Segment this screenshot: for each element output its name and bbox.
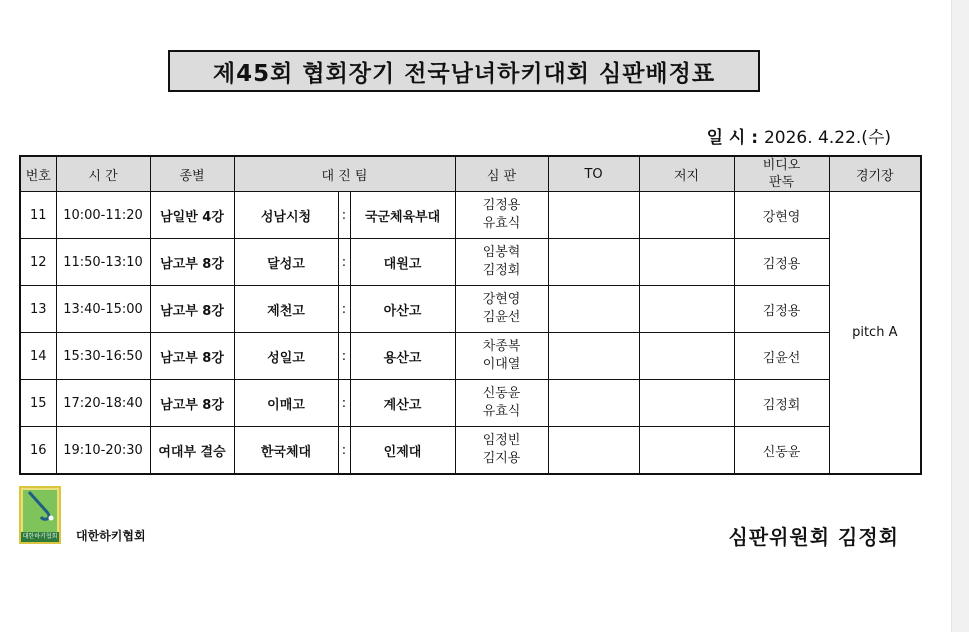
document-title: [168, 50, 760, 92]
date-line: [707, 123, 891, 148]
row-team-a: 성일고: [234, 333, 338, 380]
row-referee-2: 이대열: [482, 357, 521, 372]
row-no: 16: [20, 427, 56, 475]
row-referee-1: 임봉혁: [482, 245, 521, 260]
row-referees: [455, 286, 548, 333]
row-team-b: 국군체육부대: [350, 192, 455, 239]
row-category: 남고부 8강: [150, 286, 234, 333]
header-to: TO: [548, 156, 639, 192]
venue-cell: pitch A: [829, 192, 921, 475]
row-reserve: [639, 286, 734, 333]
row-time: 13:40-15:00: [56, 286, 150, 333]
row-team-a: 성남시청: [234, 192, 338, 239]
logo-caption: 대한하키협회: [22, 533, 58, 540]
header-referees: 심 판: [455, 156, 548, 192]
row-video: 강현영: [734, 192, 829, 239]
row-separator: :: [338, 333, 350, 380]
row-time: 15:30-16:50: [56, 333, 150, 380]
row-category: 남일반 4강: [150, 192, 234, 239]
row-time: 17:20-18:40: [56, 380, 150, 427]
header-matchup: 대 진 팀: [234, 156, 455, 192]
row-team-b: 용산고: [350, 333, 455, 380]
row-referee-1: 차종복: [482, 339, 521, 354]
row-referees: [455, 333, 548, 380]
row-category: 남고부 8강: [150, 239, 234, 286]
row-team-b: 대원고: [350, 239, 455, 286]
referee-schedule-table: [19, 155, 922, 475]
header-video-line2: 판독: [768, 175, 795, 190]
row-referee-1: 신동윤: [482, 386, 521, 401]
row-reserve: [639, 427, 734, 475]
row-no: 14: [20, 333, 56, 380]
row-separator: :: [338, 239, 350, 286]
row-team-a: 달성고: [234, 239, 338, 286]
header-category: 종별: [150, 156, 234, 192]
table-row: [20, 286, 921, 333]
row-referees: [455, 380, 548, 427]
row-reserve: [639, 380, 734, 427]
row-to: [548, 239, 639, 286]
row-referee-1: 강현영: [482, 292, 521, 307]
referee-committee-signature: 심판위원회 김정회: [728, 525, 899, 549]
header-video-review: [734, 156, 829, 192]
header-no: 번호: [20, 156, 56, 192]
row-video: 김정회: [734, 380, 829, 427]
table-row: [20, 239, 921, 286]
row-no: 15: [20, 380, 56, 427]
row-team-a: 제천고: [234, 286, 338, 333]
row-to: [548, 333, 639, 380]
row-team-a: 한국체대: [234, 427, 338, 475]
header-venue: 경기장: [829, 156, 921, 192]
row-video: 김윤선: [734, 333, 829, 380]
hockey-stick-icon: [23, 490, 57, 532]
row-referees: [455, 192, 548, 239]
association-name: 대한하키협회: [76, 529, 146, 543]
table-row: [20, 380, 921, 427]
row-reserve: [639, 192, 734, 239]
row-to: [548, 192, 639, 239]
row-reserve: [639, 239, 734, 286]
row-referee-1: 임정빈: [482, 433, 521, 448]
row-no: 11: [20, 192, 56, 239]
header-video-line1: 비디오: [762, 158, 801, 173]
table-row: [20, 192, 921, 239]
row-referee-2: 김윤선: [482, 310, 521, 325]
row-referee-2: 김정회: [482, 263, 521, 278]
hockey-association-logo: [19, 486, 61, 544]
vertical-scrollbar[interactable]: [951, 0, 969, 632]
row-separator: :: [338, 427, 350, 475]
row-separator: :: [338, 286, 350, 333]
row-video: 김정용: [734, 239, 829, 286]
row-no: 13: [20, 286, 56, 333]
row-no: 12: [20, 239, 56, 286]
row-referee-2: 유효식: [482, 404, 521, 419]
row-category: 여대부 결승: [150, 427, 234, 475]
hockey-stick-graphic: [23, 490, 57, 522]
row-referees: [455, 239, 548, 286]
row-referee-1: 김정용: [482, 198, 521, 213]
date-label: 일 시 :: [706, 128, 759, 148]
header-time: 시 간: [56, 156, 150, 192]
row-to: [548, 286, 639, 333]
row-team-b: 계산고: [350, 380, 455, 427]
row-team-a: 이매고: [234, 380, 338, 427]
row-to: [548, 380, 639, 427]
table-header-row: [20, 156, 921, 192]
row-time: 10:00-11:20: [56, 192, 150, 239]
row-team-b: 아산고: [350, 286, 455, 333]
row-time: 19:10-20:30: [56, 427, 150, 475]
row-referee-2: 김지용: [482, 451, 521, 466]
row-referees: [455, 427, 548, 475]
document-title-text: 제45회 협회장기 전국남녀하키대회 심판배정표: [212, 60, 716, 87]
row-referee-2: 유효식: [482, 216, 521, 231]
row-video: 신동윤: [734, 427, 829, 475]
row-separator: :: [338, 192, 350, 239]
date-value: 2026. 4.22.(수): [763, 128, 891, 148]
row-category: 남고부 8강: [150, 333, 234, 380]
row-category: 남고부 8강: [150, 380, 234, 427]
row-reserve: [639, 333, 734, 380]
row-time: 11:50-13:10: [56, 239, 150, 286]
row-to: [548, 427, 639, 475]
table-row: [20, 427, 921, 475]
row-video: 김정용: [734, 286, 829, 333]
header-reserve: 저지: [639, 156, 734, 192]
row-team-b: 인제대: [350, 427, 455, 475]
row-separator: :: [338, 380, 350, 427]
table-row: [20, 333, 921, 380]
